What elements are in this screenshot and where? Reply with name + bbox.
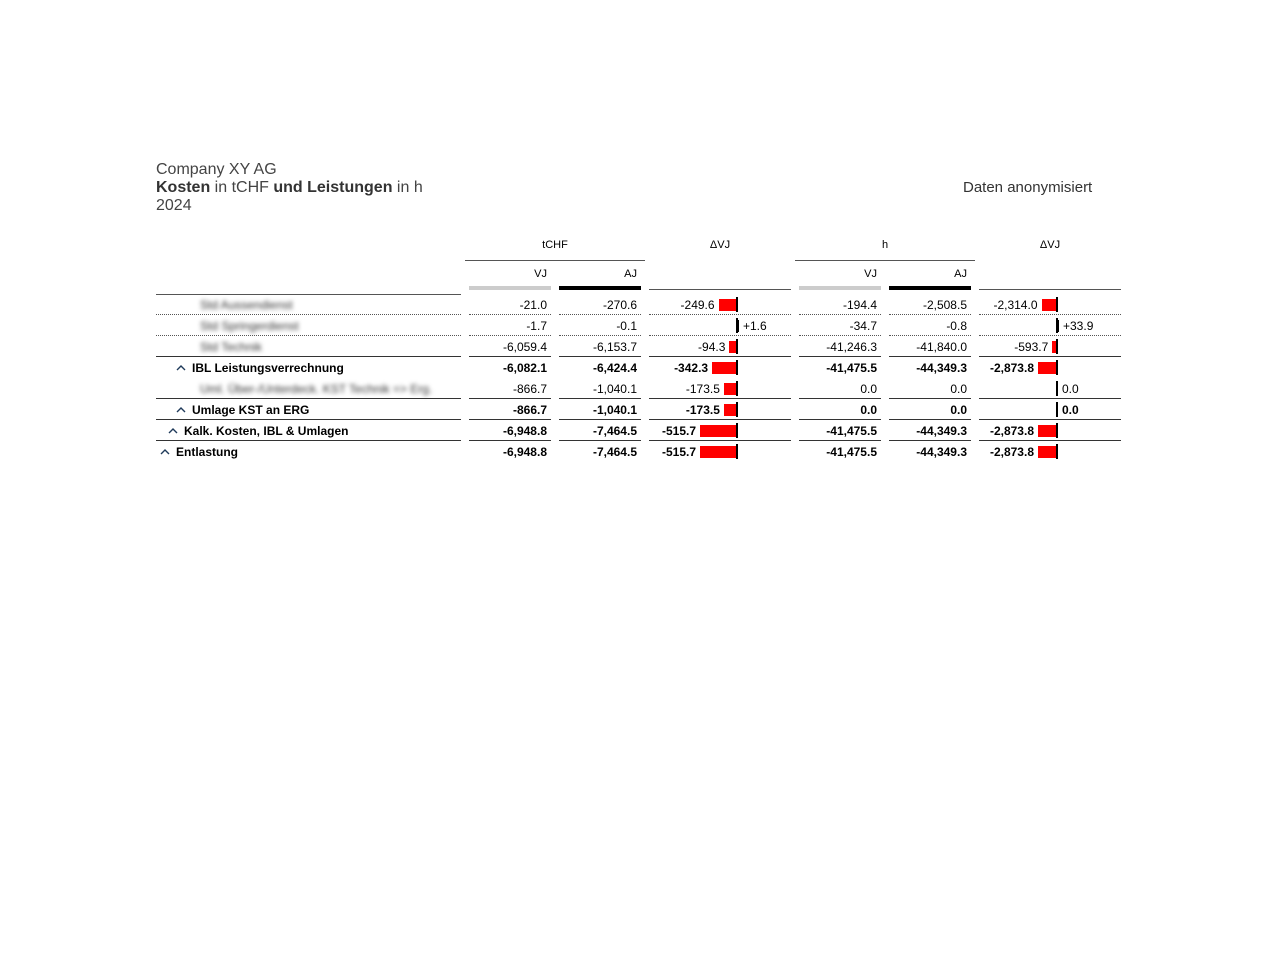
delta-h-label: +33.9 xyxy=(1063,319,1094,333)
row-label[interactable]: Kalk. Kosten, IBL & Umlagen xyxy=(184,424,349,438)
delta-tchf-bar xyxy=(738,320,739,332)
delta-tchf-axis xyxy=(736,297,738,312)
row-separator xyxy=(156,335,461,336)
delta-tchf-axis xyxy=(736,444,738,459)
row-separator xyxy=(469,335,551,336)
cell-h-vj: -41,246.3 xyxy=(826,340,877,354)
report-title xyxy=(156,179,423,197)
row-separator xyxy=(889,356,971,357)
cell-h-vj: 0.0 xyxy=(860,403,877,417)
delta-tchf-bar xyxy=(724,404,736,416)
col-header-h-vj: VJ xyxy=(864,268,877,280)
delta-tchf-bar xyxy=(729,341,736,353)
delta-tchf-bar xyxy=(700,425,736,437)
row-separator xyxy=(979,398,1121,399)
row-separator xyxy=(979,335,1121,336)
cell-tchf-aj: -6,424.4 xyxy=(592,361,637,375)
row-separator xyxy=(156,419,461,420)
delta-h-label: -2,873.8 xyxy=(989,445,1034,459)
cell-tchf-aj: -6,153.7 xyxy=(592,340,637,354)
row-separator xyxy=(889,335,971,336)
scenario-bar-tchf-aj xyxy=(559,286,641,290)
scenario-bar-h-aj xyxy=(889,286,971,290)
row-separator xyxy=(559,398,641,399)
group-rule-h xyxy=(795,260,975,261)
cell-tchf-vj: -6,948.8 xyxy=(502,424,547,438)
report-year: 2024 xyxy=(156,197,192,214)
row-separator xyxy=(799,335,881,336)
delta-tchf-rule xyxy=(649,289,791,290)
delta-h-label: 0.0 xyxy=(1062,382,1079,396)
delta-h-bar xyxy=(1038,362,1056,374)
delta-tchf-label: -515.7 xyxy=(661,445,696,459)
row-label: Std Aussendienst xyxy=(200,298,293,312)
row-separator xyxy=(559,314,641,315)
cell-h-aj: -0.8 xyxy=(946,319,967,333)
delta-h-axis xyxy=(1056,402,1058,417)
delta-tchf-label: -173.5 xyxy=(685,382,720,396)
cell-h-vj: 0.0 xyxy=(860,382,877,396)
delta-tchf-axis xyxy=(736,423,738,438)
cell-h-vj: -194.4 xyxy=(842,298,877,312)
cell-tchf-vj: -6,948.8 xyxy=(502,445,547,459)
row-label: Std Technik xyxy=(200,340,262,354)
row-label[interactable]: Umlage KST an ERG xyxy=(192,403,310,417)
cell-h-vj: -41,475.5 xyxy=(826,445,877,459)
title-kosten: Kosten xyxy=(156,179,211,196)
row-separator xyxy=(469,314,551,315)
row-separator xyxy=(649,314,791,315)
row-label: Uml. Über-/Unterdeck. KST Technik => Erg. xyxy=(200,382,433,396)
row-separator xyxy=(979,356,1121,357)
cell-h-aj: -44,349.3 xyxy=(916,361,967,375)
delta-h-label: -2,314.0 xyxy=(993,298,1038,312)
delta-tchf-label: -515.7 xyxy=(661,424,696,438)
cell-tchf-vj: -21.0 xyxy=(519,298,547,312)
row-separator xyxy=(799,440,881,441)
cell-tchf-aj: -7,464.5 xyxy=(592,424,637,438)
delta-tchf-axis xyxy=(736,381,738,396)
col-header-h-aj: AJ xyxy=(954,268,967,280)
delta-tchf-axis xyxy=(736,360,738,375)
cell-tchf-aj: -7,464.5 xyxy=(592,445,637,459)
row-separator xyxy=(469,398,551,399)
row-separator xyxy=(799,356,881,357)
row-separator xyxy=(559,440,641,441)
cell-h-vj: -34.7 xyxy=(849,319,877,333)
row-separator xyxy=(156,398,461,399)
delta-h-axis xyxy=(1056,381,1058,396)
cell-h-vj: -41,475.5 xyxy=(826,361,877,375)
row-separator xyxy=(799,398,881,399)
delta-tchf-bar xyxy=(724,383,736,395)
collapse-chevron-up-icon[interactable] xyxy=(160,447,170,457)
cell-h-aj: -44,349.3 xyxy=(916,445,967,459)
row-separator xyxy=(799,314,881,315)
cell-tchf-vj: -1.7 xyxy=(526,319,547,333)
row-separator xyxy=(979,419,1121,420)
delta-tchf-label: -94.3 xyxy=(698,340,726,354)
row-separator xyxy=(469,440,551,441)
row-separator xyxy=(889,314,971,315)
row-separator xyxy=(156,314,461,315)
delta-h-axis xyxy=(1056,339,1058,354)
delta-h-axis xyxy=(1056,423,1058,438)
cell-h-aj: -44,349.3 xyxy=(916,424,967,438)
cell-h-aj: -41,840.0 xyxy=(916,340,967,354)
row-separator xyxy=(979,314,1121,315)
cell-tchf-aj: -1,040.1 xyxy=(592,403,637,417)
cell-h-aj: 0.0 xyxy=(950,403,967,417)
delta-h-label: -593.7 xyxy=(1014,340,1049,354)
delta-h-axis xyxy=(1056,444,1058,459)
row-separator xyxy=(649,356,791,357)
collapse-chevron-up-icon[interactable] xyxy=(176,363,186,373)
row-separator xyxy=(649,398,791,399)
cell-tchf-vj: -866.7 xyxy=(512,403,547,417)
row-label[interactable]: IBL Leistungsverrechnung xyxy=(192,361,344,375)
delta-tchf-bar xyxy=(700,446,736,458)
cell-tchf-vj: -6,082.1 xyxy=(502,361,547,375)
row-separator xyxy=(979,440,1121,441)
title-unit-tchf: in tCHF xyxy=(210,179,274,196)
row-separator xyxy=(889,398,971,399)
delta-h-label: 0.0 xyxy=(1062,403,1079,417)
delta-tchf-label: +1.6 xyxy=(743,319,767,333)
title-unit-h: in h xyxy=(392,179,423,196)
cell-h-vj: -41,475.5 xyxy=(826,424,877,438)
row-separator xyxy=(649,440,791,441)
delta-tchf-bar xyxy=(712,362,736,374)
delta-tchf-label: -249.6 xyxy=(680,298,715,312)
title-leistungen: und Leistungen xyxy=(273,179,393,196)
delta-tchf-axis xyxy=(736,339,738,354)
row-separator xyxy=(469,419,551,420)
delta-h-bar xyxy=(1038,425,1056,437)
row-separator xyxy=(889,440,971,441)
anonymized-note: Daten anonymisiert xyxy=(963,179,1093,196)
col-header-tchf-vj: VJ xyxy=(534,268,547,280)
collapse-chevron-up-icon[interactable] xyxy=(168,426,178,436)
group-rule-tchf xyxy=(465,260,645,261)
delta-h-label: -2,873.8 xyxy=(989,361,1034,375)
delta-tchf-bar xyxy=(719,299,736,311)
delta-h-label: -2,873.8 xyxy=(989,424,1034,438)
delta-tchf-axis xyxy=(736,402,738,417)
delta-tchf-label: -173.5 xyxy=(685,403,720,417)
cell-tchf-aj: -270.6 xyxy=(602,298,637,312)
delta-h-axis xyxy=(1056,360,1058,375)
row-separator xyxy=(559,335,641,336)
collapse-chevron-up-icon[interactable] xyxy=(176,405,186,415)
row-label: Std Springerdienst xyxy=(200,319,299,333)
delta-h-bar xyxy=(1042,299,1056,311)
cell-tchf-aj: -0.1 xyxy=(616,319,637,333)
cell-tchf-aj: -1,040.1 xyxy=(592,382,637,396)
group-header-h-delta: ΔVJ xyxy=(1039,239,1061,251)
delta-h-bar xyxy=(1052,341,1056,353)
group-header-tchf-delta: ΔVJ xyxy=(709,239,731,251)
scenario-bar-h-vj xyxy=(799,286,881,290)
cell-h-aj: 0.0 xyxy=(950,382,967,396)
row-separator xyxy=(156,440,461,441)
company-name: Company XY AG xyxy=(156,161,277,178)
delta-h-bar xyxy=(1058,320,1059,332)
group-header-tchf: tCHF xyxy=(542,239,568,251)
label-column-rule xyxy=(156,294,461,295)
row-separator xyxy=(559,419,641,420)
row-separator xyxy=(889,419,971,420)
delta-tchf-label: -342.3 xyxy=(674,361,709,375)
scenario-bar-tchf-vj xyxy=(469,286,551,290)
row-separator xyxy=(469,356,551,357)
delta-h-axis xyxy=(1056,297,1058,312)
col-header-tchf-aj: AJ xyxy=(624,268,637,280)
delta-h-rule xyxy=(979,289,1121,290)
cell-tchf-vj: -6,059.4 xyxy=(502,340,547,354)
row-separator xyxy=(799,419,881,420)
row-separator xyxy=(156,356,461,357)
cell-h-aj: -2,508.5 xyxy=(922,298,967,312)
row-separator xyxy=(649,419,791,420)
delta-h-bar xyxy=(1038,446,1056,458)
group-header-h: h xyxy=(881,239,889,251)
row-label[interactable]: Entlastung xyxy=(176,445,238,459)
cell-tchf-vj: -866.7 xyxy=(512,382,547,396)
row-separator xyxy=(559,356,641,357)
row-separator xyxy=(649,335,791,336)
